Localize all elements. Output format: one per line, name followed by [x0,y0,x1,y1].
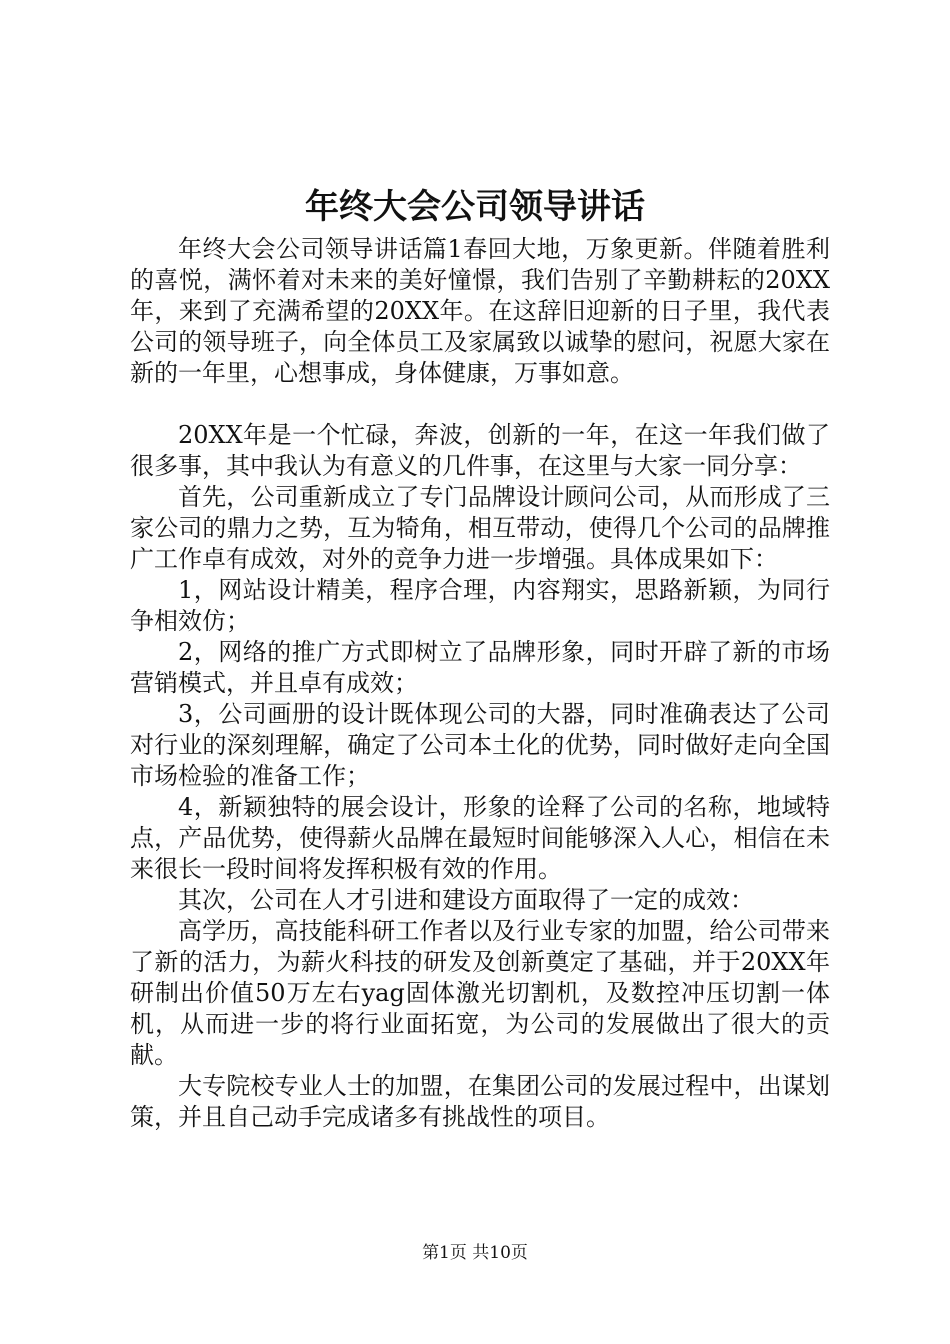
document-title: 年终大会公司领导讲话 [305,187,645,227]
paragraph-talent: 高学历，高技能科研工作者以及行业专家的加盟，给公司带来了新的活力，为薪火科技的研发及创新奠定了基础，并于20XX年研制出价值50万左右yag固体激光切割机，及数控冲压切割一体机，从而进一步的将行业面拓宽，为公司的发展做出了很大的贡献。 [130,917,830,1069]
paragraph-year-summary: 20XX年是一个忙碌，奔波，创新的一年，在这一年我们做了很多事，其中我认为有意义的几件事，在这里与大家一同分享： [130,421,830,480]
paragraph-first: 首先，公司重新成立了专门品牌设计顾问公司，从而形成了三家公司的鼎力之势，互为犄角，相互带动，使得几个公司的品牌推广工作卓有成效，对外的竞争力进一步增强。具体成果如下： [130,483,830,573]
paragraph-second: 其次，公司在人才引进和建设方面取得了一定的成效： [178,886,754,914]
paragraph-college: 大专院校专业人士的加盟，在集团公司的发展过程中，出谋划策，并且自己动手完成诸多有挑战性的项目。 [130,1072,830,1131]
document-body [130,234,830,1133]
list-item-2: 2，网络的推广方式即树立了品牌形象，同时开辟了新的市场营销模式，并且卓有成效； [130,638,830,697]
list-item-1: 1，网站设计精美，程序合理，内容翔实，思路新颖，为同行争相效仿； [130,576,830,635]
list-item-4: 4，新颖独特的展会设计，形象的诠释了公司的名称，地域特点，产品优势，使得薪火品牌在最短时间能够深入人心，相信在未来很长一段时间将发挥积极有效的作用。 [130,793,830,883]
paragraph-intro: 年终大会公司领导讲话篇1春回大地，万象更新。伴随着胜利的喜悦，满怀着对未来的美好憧憬，我们告别了辛勤耕耘的20XX年，来到了充满希望的20XX年。在这辞旧迎新的日子里，我代表公司的领导班子，向全体员工及家属致以诚挚的慰问，祝愿大家在新的一年里，心想事成，身体健康，万事如意。 [130,235,830,387]
list-item-3: 3，公司画册的设计既体现公司的大器，同时准确表达了公司对行业的深刻理解，确定了公司本土化的优势，同时做好走向全国市场检验的准备工作； [130,700,830,790]
page-footer: 第1页 共10页 [422,1243,528,1263]
